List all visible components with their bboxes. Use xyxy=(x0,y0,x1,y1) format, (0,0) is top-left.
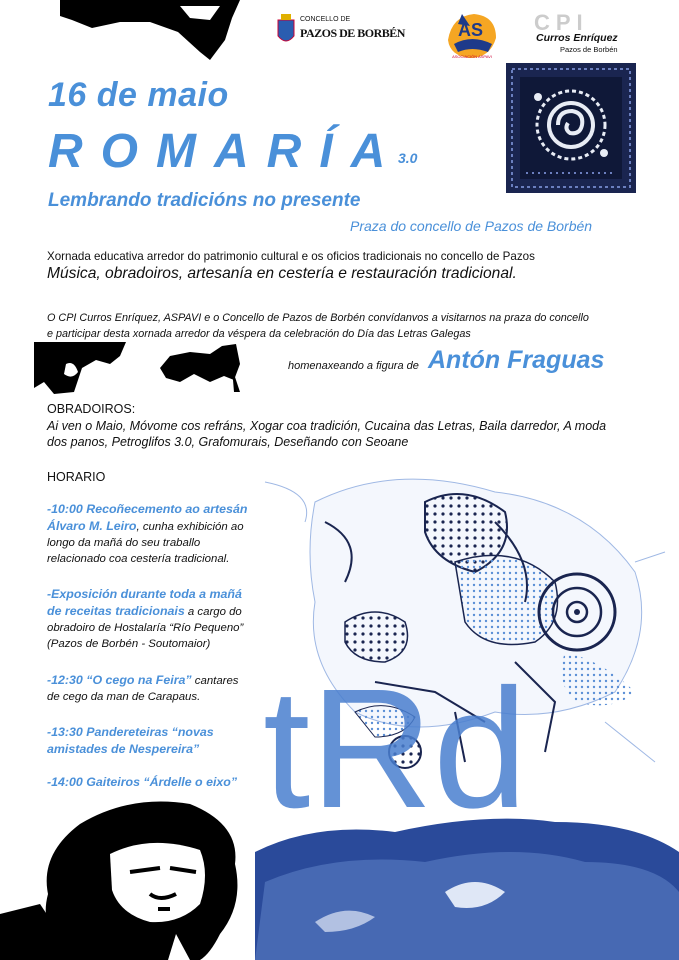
schedule-1-rest3: relacionado coa cestería tradicional. xyxy=(47,553,230,565)
concello-logo xyxy=(276,12,426,52)
cpi-logo xyxy=(520,10,640,56)
silhouette-face-left xyxy=(34,342,126,394)
aspavi-letters: AS xyxy=(458,20,484,40)
schedule-1-rest2: longo da mañá do seu traballo xyxy=(47,537,201,549)
schedule-1-bold1: -10:00 Recoñecemento ao artesán xyxy=(47,502,248,516)
event-title: ROMARÍA xyxy=(48,125,404,178)
schedule-3-bold: -12:30 “O cego na Feira” xyxy=(47,673,192,687)
event-place: Praza do concello de Pazos de Borbén xyxy=(350,218,593,234)
schedule-item-5 xyxy=(47,774,297,791)
schedule-item-1 xyxy=(47,501,287,567)
horario-title: HORARIO xyxy=(47,470,106,484)
schedule-item-4 xyxy=(47,724,297,758)
schedule-2-rest3: (Pazos de Borbén - Soutomaior) xyxy=(47,638,211,650)
schedule-2-bold2: de receitas tradicionais xyxy=(47,604,185,618)
schedule-2-rest2: obradoiro de Hostalaría “Río Pequeno” xyxy=(47,622,244,634)
aspavi-logo xyxy=(444,10,500,64)
cpi-place: Pazos de Borbén xyxy=(560,45,618,54)
concello-label-line1: CONCELLO DE xyxy=(300,16,351,23)
schedule-5-line1: -14:00 Gaiteiros “Árdelle o eixo” xyxy=(47,775,238,789)
cpi-acronym: CPI xyxy=(534,10,589,35)
intro-line2: Música, obradoiros, artesanía en cestería e restauración tradicional. xyxy=(47,265,517,282)
invite-line2: e participar desta xornada arredor da véspera da celebración do Día das Letras Galegas xyxy=(47,328,471,340)
schedule-3-rest1: cantares xyxy=(191,675,239,687)
silhouette-top-left xyxy=(60,0,240,72)
invite-line1: O CPI Curros Enríquez, ASPAVI e o Concello de Pazos de Borbén convídanvos a visitarnos na praza do concello xyxy=(47,312,589,324)
schedule-2-bold1: -Exposición durante toda a mañá xyxy=(47,587,242,601)
obradoiros-line1: Ai ven o Maio, Móvome cos refráns, Xogar coa tradición, Cucaina das Letras, Baila darredor, A moda xyxy=(47,419,607,433)
schedule-3-rest2: de cego da man de Carapaus. xyxy=(47,691,201,703)
schedule-1-bold2: Álvaro M. Leiro xyxy=(47,519,137,533)
schedule-item-2 xyxy=(47,586,297,652)
homage-name: Antón Fraguas xyxy=(428,346,605,374)
homage-prefix: homenaxeando a figura de xyxy=(288,360,419,372)
invite-text xyxy=(47,310,647,342)
schedule-2-rest1: a cargo do xyxy=(184,606,242,618)
concello-label-line2: PAZOS DE BORBÉN xyxy=(300,26,405,40)
petroglyph-tile xyxy=(506,63,636,193)
coat-of-arms-icon xyxy=(276,14,296,48)
event-subtitle: Lembrando tradicións no presente xyxy=(48,190,361,211)
schedule-item-3 xyxy=(47,672,297,705)
portrait-bottom-left xyxy=(0,794,250,960)
obradoiros-title: OBRADOIROS: xyxy=(47,402,136,416)
schedule-4-line2: amistades de Nespereira” xyxy=(47,742,200,756)
intro-line1: Xornada educativa arredor do patrimonio cultural e os oficios tradicionais no concello de Pazos xyxy=(47,250,535,263)
petroglyph-artwork xyxy=(255,462,679,960)
aspavi-label: ASOCIACIÓN ASPAVI xyxy=(452,54,492,59)
silhouette-face-right xyxy=(160,342,242,392)
art-letters: tRd xyxy=(263,654,528,844)
cpi-name: Curros Enríquez xyxy=(536,32,618,44)
event-version: 3.0 xyxy=(398,150,418,166)
schedule-1-rest1: , cunha exhibición ao xyxy=(136,521,244,533)
obradoiros-list xyxy=(47,418,637,450)
obradoiros-line2: dos panos, Petroglifos 3.0, Grafomurais, Deseñando con Seoane xyxy=(47,435,409,449)
event-date: 16 de maio xyxy=(48,76,229,114)
schedule-4-line1: -13:30 Pandereteiras “novas xyxy=(47,725,214,739)
